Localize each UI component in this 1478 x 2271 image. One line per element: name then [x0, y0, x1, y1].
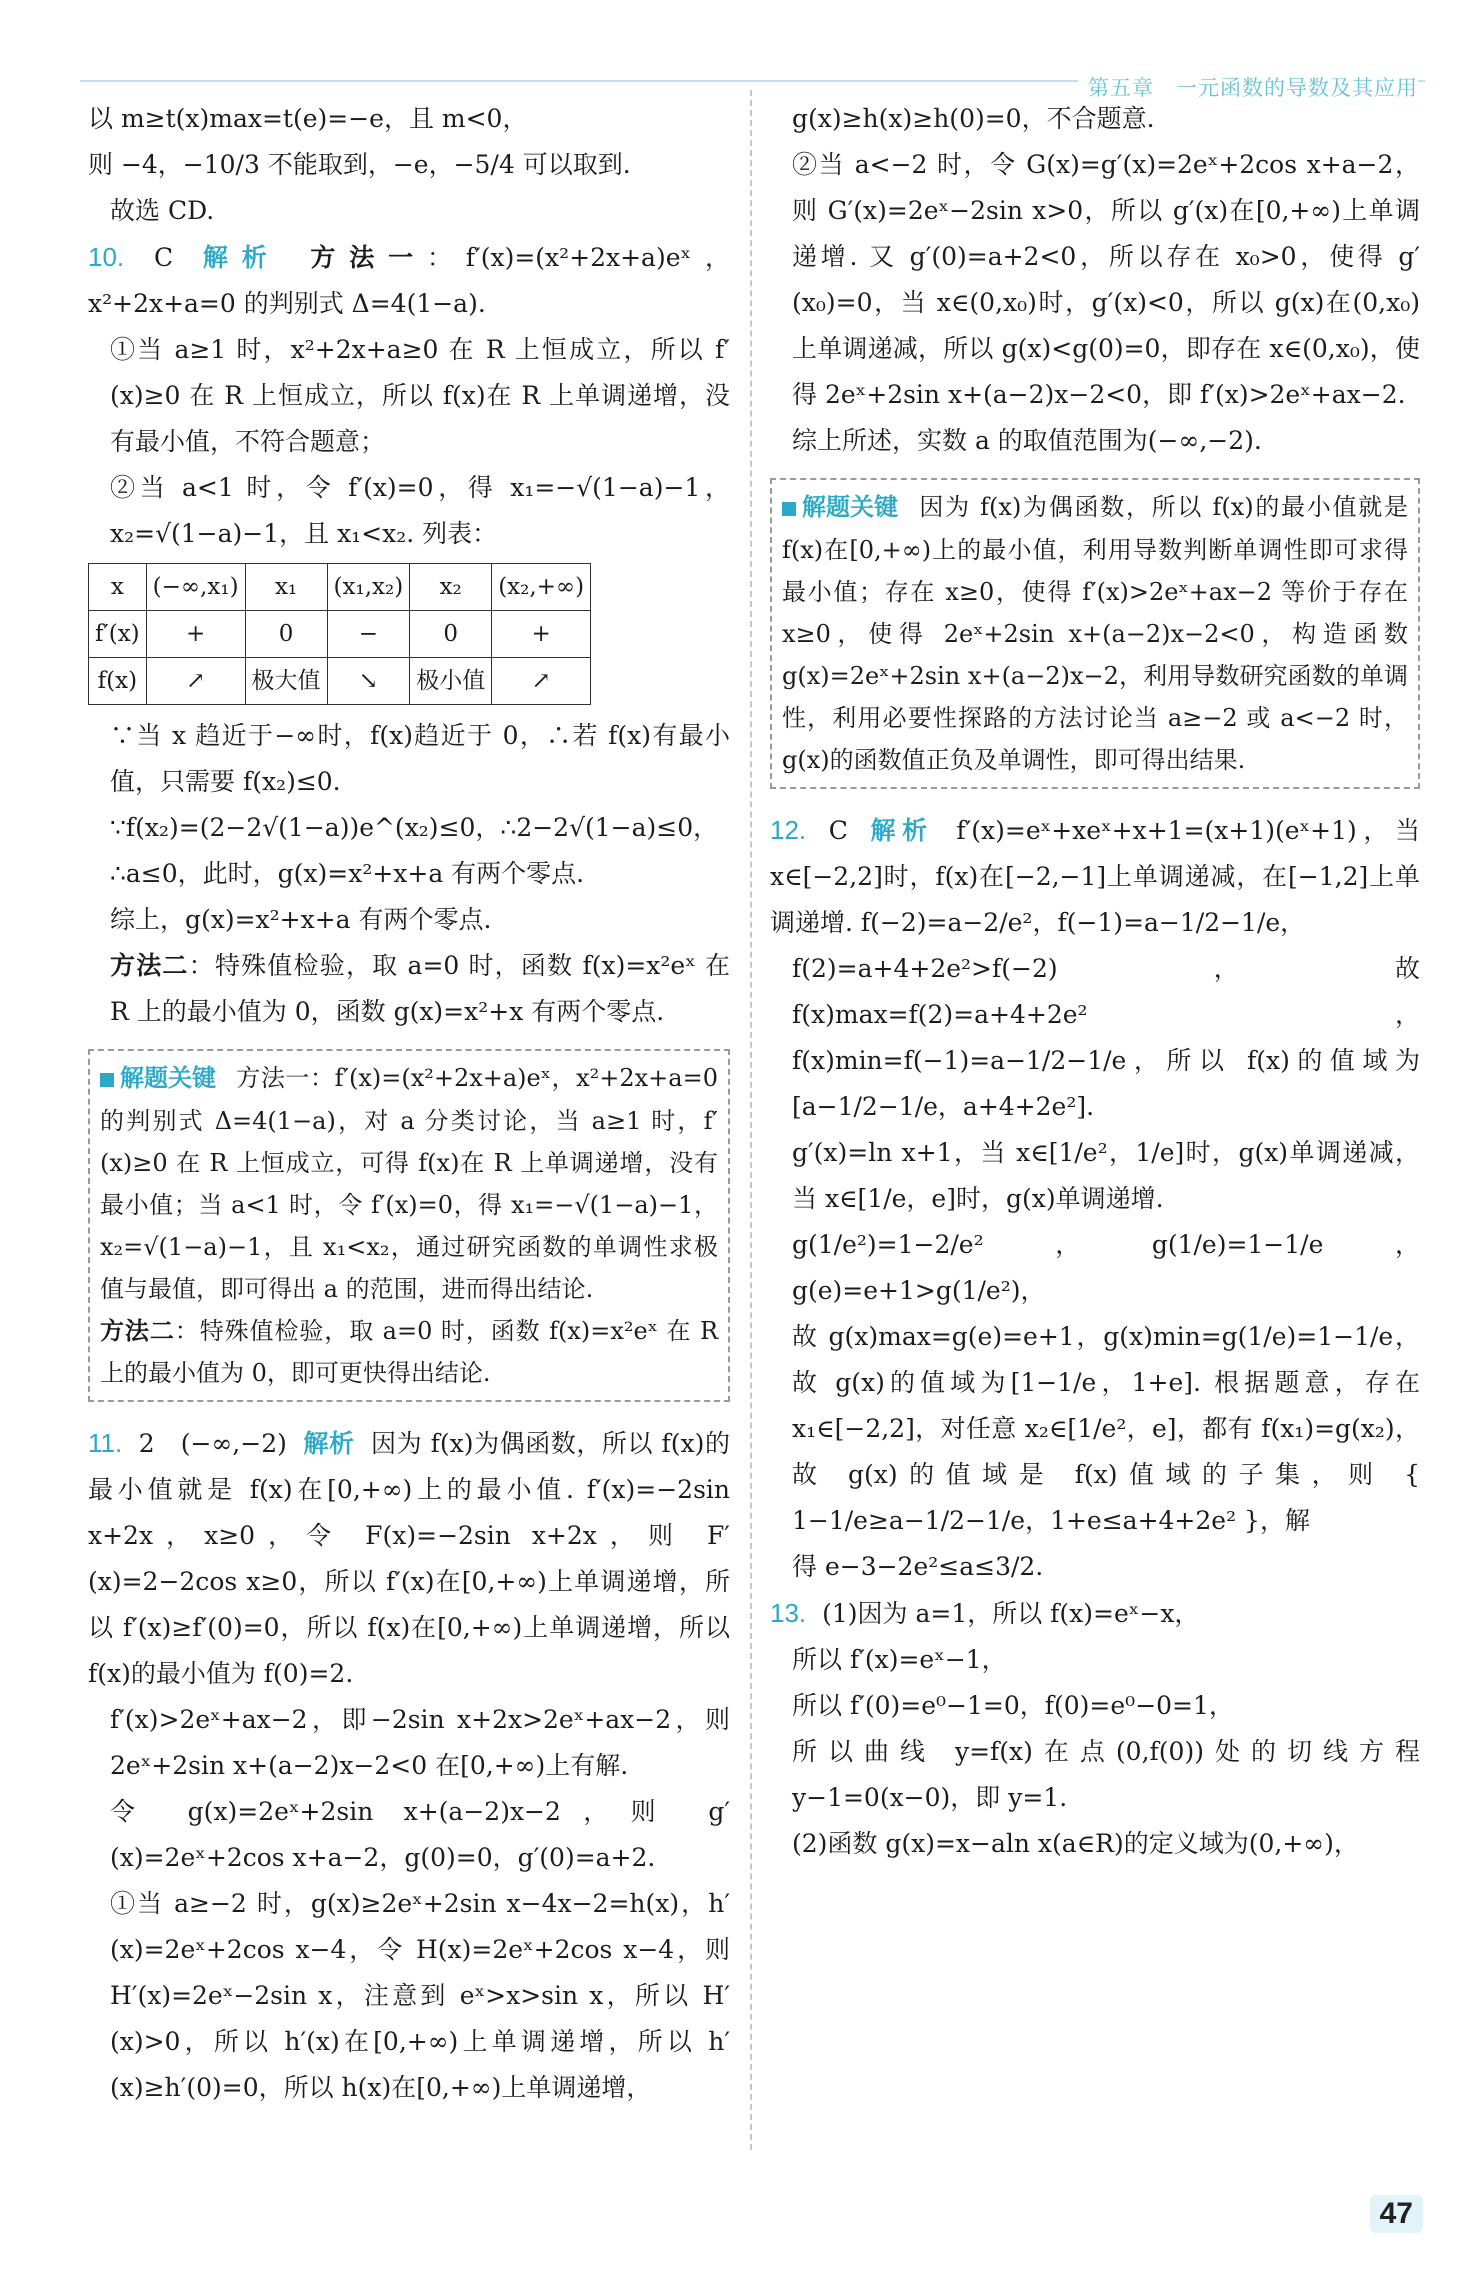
table-cell: (x₁,x₂) — [327, 564, 410, 611]
table-cell: ↘ — [327, 658, 410, 705]
table-cell: (−∞,x₁) — [146, 564, 245, 611]
key-points-tag: 解题关键 — [782, 487, 898, 529]
text-line: 所以 f′(x)=eˣ−1， — [792, 1645, 1007, 1674]
column-divider — [750, 90, 752, 2150]
method-two: 方法二：特殊值检验，取 a=0 时，函数 f(x)=x²eˣ 在 R 上的最小值为 0，函数 g(x)=x²+x 有两个零点. — [110, 951, 730, 1026]
key-points-para — [100, 1057, 718, 1310]
key-points-para — [782, 486, 1408, 781]
key-points-para: 方法二：特殊值检验，取 a=0 时，函数 f(x)=x²eˣ 在 R 上的最小值为 0，即可更快得出结论. — [100, 1316, 719, 1387]
key-points-text: 特殊值检验，取 a=0 时，函数 f(x)=x²eˣ 在 R 上的最小值为 0，即可更快得出结论. — [100, 1317, 719, 1387]
method-label: 方法二 — [110, 951, 189, 980]
analysis-label: 解析 — [303, 1430, 355, 1458]
question-10: 10. C 解析 方法一：f′(x)=(x²+2x+a)eˣ，x²+2x+a=0 的判别式 Δ=4(1−a). — [88, 242, 730, 318]
text-line: ①当 a≥1 时，x²+2x+a≥0 在 R 上恒成立，所以 f′(x)≥0 在 R 上恒成立，所以 f(x)在 R 上单调递增，没有最小值，不符合题意； — [110, 335, 730, 456]
table-cell: − — [327, 611, 410, 658]
text-line: 得 e−3−2e²≤a≤3/2. — [792, 1552, 1044, 1581]
table-cell: f(x) — [89, 658, 147, 705]
variation-table — [88, 563, 591, 705]
text-line: 以 m≥t(x)max=t(e)=−e，且 m<0， — [88, 104, 528, 133]
table-cell: x₁ — [245, 564, 327, 611]
text-line: 故选 CD. — [110, 196, 215, 225]
left-column — [88, 96, 730, 2111]
chapter-title: 第五章 一元函数的导数及其应用 — [1078, 72, 1418, 102]
key-points-tag: 解题关键 — [100, 1058, 216, 1100]
question-number: 12. — [770, 815, 807, 845]
text-line: 故 g(x)max=g(e)=e+1，g(x)min=g(1/e)=1−1/e，故 g(x)的值域为[1−1/e，1+e]. 根据题意，存在 x₁∈[−2,2]，对任意 x₂∈[1/e²，e]，都有 f(x₁)=g(x₂)，故 g(x)的值域是 f(x)值域的子集，则 { 1−1/e≥a−1/2−1/e，1+e≤a+4+2e² }，解 — [792, 1322, 1420, 1535]
text-line: f′(x)=(x²+2x+a)eˣ，x²+2x+a=0 的判别式 Δ=4(1−a). — [88, 243, 730, 318]
table-row — [89, 658, 591, 705]
text-line: g′(x)=ln x+1，当 x∈[1/e²，1/e]时，g(x)单调递减，当 x∈[1/e，e]时，g(x)单调递增. — [792, 1138, 1420, 1213]
table-cell: 0 — [245, 611, 327, 658]
question-number: 11. — [88, 1428, 123, 1458]
analysis-label: 解析 — [870, 817, 934, 845]
table-cell: 0 — [410, 611, 492, 658]
text-line: 综上所述，实数 a 的取值范围为(−∞,−2). — [792, 426, 1262, 455]
text-line: (1)因为 a=1，所以 f(x)=eˣ−x， — [822, 1599, 1200, 1628]
method-label: 方法二 — [100, 1316, 175, 1345]
question-11 — [88, 1420, 730, 1697]
text-line: ∴a≤0，此时，g(x)=x²+x+a 有两个零点. — [110, 859, 585, 888]
text-line: 因为 f(x)为偶函数，所以 f(x)的最小值就是 f(x)在[0,+∞)上的最小值. f′(x)=−2sin x+2x，x≥0，令 F(x)=−2sin x+2x，则 F′(x)=2−2cos x≥0，所以 f′(x)在[0,+∞)上单调递增，所以 f′(x)≥f′(0)=0，所以 f(x)在[0,+∞)上单调递增，所以 f(x)的最小值为 f(0)=2. — [88, 1429, 730, 1688]
text-line: (2)函数 g(x)=x−aln x(a∈R)的定义域为(0,+∞)， — [792, 1829, 1359, 1858]
answer: 2 (−∞,−2) — [138, 1429, 287, 1458]
right-column — [770, 96, 1420, 1867]
table-cell: f′(x) — [89, 611, 147, 658]
table-cell: + — [146, 611, 245, 658]
table-row — [89, 611, 591, 658]
table-cell: ↗ — [146, 658, 245, 705]
text-line: ②当 a<−2 时，令 G(x)=g′(x)=2eˣ+2cos x+a−2，则 G′(x)=2eˣ−2sin x>0，所以 g′(x)在[0,+∞)上单调递增. 又 g′(0)=a+2<0，所以存在 x₀>0，使得 g′(x₀)=0，当 x∈(0,x₀)时，g′(x)<0，所以 g(x)在(0,x₀)上单调递减，所以 g(x)<g(0)=0，即存在 x∈(0,x₀)，使得 2eˣ+2sin x+(a−2)x−2<0，即 f′(x)>2eˣ+ax−2. — [792, 150, 1420, 409]
text-line: f(2)=a+4+2e²>f(−2)，故 f(x)max=f(2)=a+4+2e²，f(x)min=f(−1)=a−1/2−1/e，所以 f(x)的值域为[a−1/2−1/e，a+4+2e²]. — [792, 954, 1420, 1121]
text-line: ∵f(x₂)=(2−2√(1−a))e^(x₂)≤0，∴2−2√(1−a)≤0， — [110, 813, 719, 842]
table-cell: + — [492, 611, 591, 658]
text-line: ①当 a≥−2 时，g(x)≥2eˣ+2sin x−4x−2=h(x)，h′(x)=2eˣ+2cos x−4，令 H(x)=2eˣ+2cos x−4，则 H′(x)=2eˣ−2sin x，注意到 eˣ>x>sin x，所以 H′(x)>0，所以 h′(x)在[0,+∞)上单调递增，所以 h′(x)≥h′(0)=0，所以 h(x)在[0,+∞)上单调递增， — [110, 1889, 730, 2102]
text-line: g(x)≥h(x)≥h(0)=0，不合题意. — [792, 104, 1155, 133]
question-number: 13. — [770, 1598, 807, 1628]
question-12 — [770, 807, 1420, 946]
key-points-text: 因为 f(x)为偶函数，所以 f(x)的最小值就是 f(x)在[0,+∞)上的最小值，利用导数判断单调性即可求得最小值；存在 x≥0，使得 f′(x)>2eˣ+ax−2 等价于存在 x≥0，使得 2eˣ+2sin x+(a−2)x−2<0，构造函数 g(x)=2eˣ+2sin x+(a−2)x−2，利用导数研究函数的单调性，利用必要性探路的方法讨论当 a≥−2 或 a<−2 时，g(x)的函数值正负及单调性，即可得出结果. — [782, 493, 1408, 774]
text-line: 所以曲线 y=f(x)在点(0,f(0))处的切线方程 y−1=0(x−0)，即 y=1. — [792, 1737, 1420, 1812]
text-line: f′(x)>2eˣ+ax−2，即−2sin x+2x>2eˣ+ax−2，则 2eˣ+2sin x+(a−2)x−2<0 在[0,+∞)上有解. — [110, 1705, 730, 1780]
text-line: 令 g(x)=2eˣ+2sin x+(a−2)x−2，则 g′(x)=2eˣ+2cos x+a−2，g(0)=0，g′(0)=a+2. — [110, 1797, 730, 1872]
table-cell: 极大值 — [245, 658, 327, 705]
analysis-label: 解析 — [202, 244, 281, 272]
table-cell: x — [89, 564, 147, 611]
table-row — [89, 564, 591, 611]
text-line: 则 −4，−10/3 不能取到，−e，−5/4 可以取到. — [88, 150, 631, 179]
question-number: 10. — [88, 242, 125, 272]
method-label: 方法一 — [310, 243, 427, 272]
text-line: g(1/e²)=1−2/e²，g(1/e)=1−1/e，g(e)=e+1>g(1/e²)， — [792, 1230, 1420, 1305]
key-points-box — [770, 478, 1420, 789]
text-line: 特殊值检验，取 a=0 时，函数 f(x)=x²eˣ 在 R 上的最小值为 0，函数 g(x)=x²+x 有两个零点. — [110, 951, 730, 1026]
answer: C — [828, 816, 848, 845]
table-cell: (x₂,+∞) — [492, 564, 591, 611]
text-line: ∵当 x 趋近于−∞时，f(x)趋近于 0，∴若 f(x)有最小值，只需要 f(x₂)≤0. — [110, 721, 730, 796]
page-number: 47 — [1370, 2195, 1423, 2233]
table-cell: 极小值 — [410, 658, 492, 705]
text-line: 所以 f′(0)=e⁰−1=0，f(0)=e⁰−0=1， — [792, 1691, 1234, 1720]
question-13 — [770, 1590, 1420, 1637]
table-cell: ↗ — [492, 658, 591, 705]
key-points-text: 方法一：f′(x)=(x²+2x+a)eˣ，x²+2x+a=0 的判别式 Δ=4(1−a)，对 a 分类讨论，当 a≥1 时，f′(x)≥0 在 R 上恒成立，可得 f(x)在 R 上单调递增，没有最小值；当 a<1 时，令 f′(x)=0，得 x₁=−√(1−a)−1，x₂=√(1−a)−1，且 x₁<x₂，通过研究函数的单调性求极值与最值，即可得出 a 的范围，进而得出结论. — [100, 1064, 718, 1303]
text-line: f′(x)=eˣ+xeˣ+x+1=(x+1)(eˣ+1)，当 x∈[−2,2]时，f(x)在[−2,−1]上单调递减，在[−1,2]上单调递增. f(−2)=a−2/e²，f(−1)=a−1/2−1/e， — [770, 816, 1420, 937]
table-cell: x₂ — [410, 564, 492, 611]
text-line: 综上，g(x)=x²+x+a 有两个零点. — [110, 905, 492, 934]
key-points-box — [88, 1049, 730, 1402]
answer: C — [153, 243, 174, 272]
text-line: ②当 a<1 时，令 f′(x)=0，得 x₁=−√(1−a)−1，x₂=√(1−a)−1，且 x₁<x₂. 列表： — [110, 473, 730, 548]
